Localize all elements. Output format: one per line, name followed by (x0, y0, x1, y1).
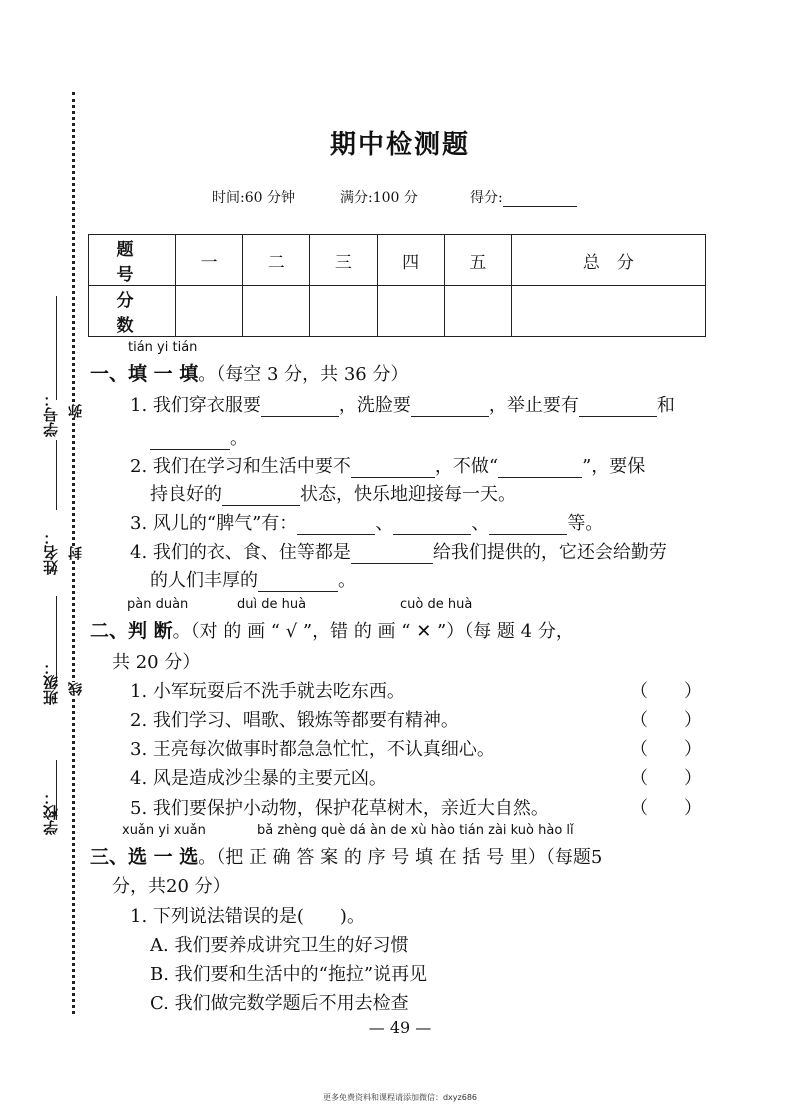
section3-note-line2: 分，共20 分） (112, 876, 231, 897)
score-field (470, 187, 577, 207)
score-blank[interactable] (503, 192, 577, 207)
s1-q3-text-d: 等。 (567, 513, 604, 534)
s1-q4-text-d: 。 (338, 570, 356, 591)
table-cell-total: 总 分 (511, 235, 705, 286)
section2-note: 。（对 的 画 “ √ ”，错 的 画 “ ✕ ”）（每 题 4 分， (172, 621, 574, 642)
table-cell-3: 三 (310, 235, 377, 286)
s1-q2-text-a: 2. 我们在学习和生活中要不 (130, 456, 351, 477)
score-table-header-row (89, 235, 706, 286)
section1-title: 一、填 一 填 (90, 363, 199, 385)
section2-heading (90, 616, 574, 643)
answer-parentheses[interactable]: （ ） (630, 681, 702, 702)
s3-option-a[interactable]: A. 我们要养成讲究卫生的好习惯 (150, 935, 409, 956)
answer-blank[interactable] (498, 459, 582, 478)
s1-q3 (130, 509, 603, 535)
id-blank-line (56, 296, 57, 400)
s1-q1-line2 (150, 424, 248, 450)
score-table-score-row (89, 286, 706, 337)
score-cell-1[interactable] (176, 286, 243, 337)
section3-pinyin-2: bǎ zhèng què dá àn de xù hào tián zài kuò hào lǐ (257, 823, 574, 838)
s1-q1-text-d: 和 (656, 395, 675, 416)
section1-note: 。（每空 3 分，共 36 分） (198, 364, 409, 385)
s1-q1-line1 (130, 391, 675, 417)
answer-blank[interactable] (411, 398, 489, 417)
seal-xian: 线 (68, 682, 84, 696)
score-cell-total[interactable] (511, 286, 705, 337)
answer-blank[interactable] (393, 516, 471, 535)
footer-note: 更多免费资料和课程请添加微信：dxyz686 (322, 1093, 477, 1102)
answer-blank[interactable] (297, 516, 375, 535)
s1-q3-text-a: 3. 风儿的“脾气”有： (130, 513, 298, 534)
score-cell-5[interactable] (444, 286, 511, 337)
full-score: 满分:100 分 (340, 190, 418, 206)
s1-q3-text-c: 、 (471, 513, 490, 534)
s2-item-1: 1. 小军玩耍后不洗手就去吃东西。 (130, 681, 405, 702)
section2-pinyin-3: cuò de huà (400, 597, 473, 612)
s1-q2-line1 (130, 452, 645, 478)
table-cell-question-no: 题 号 (89, 235, 176, 286)
class-label: 班级： (42, 660, 60, 705)
table-cell-2: 二 (243, 235, 310, 286)
table-cell-5: 五 (444, 235, 511, 286)
answer-blank[interactable] (261, 398, 339, 417)
s3-option-b[interactable]: B. 我们要和生活中的“拖拉”说再见 (150, 964, 428, 985)
section2-pinyin-2: duì de huà (237, 597, 307, 612)
page-title: 期中检测题 (329, 130, 470, 160)
answer-parentheses[interactable]: （ ） (630, 739, 702, 760)
s2-item-2: 2. 我们学习、唱歌、锻炼等都要有精神。 (130, 710, 459, 731)
s3-option-c[interactable]: C. 我们做完数学题后不用去检查 (150, 993, 409, 1014)
score-cell-4[interactable] (377, 286, 444, 337)
school-label: 学校： (42, 790, 60, 835)
section3-note: 。（把 正 确 答 案 的 序 号 填 在 括 号 里）（每题5 (198, 847, 603, 868)
s1-q3-text-b: 、 (375, 513, 394, 534)
s1-q4-line1 (130, 538, 667, 564)
table-cell-4: 四 (377, 235, 444, 286)
section3-pinyin-1: xuǎn yi xuǎn (122, 823, 206, 838)
s3-q1: 1. 下列说法错误的是( )。 (130, 906, 365, 927)
s1-q1-text-e: 。 (230, 428, 248, 449)
section1-heading (90, 359, 408, 386)
answer-parentheses[interactable]: （ ） (630, 798, 702, 819)
s1-q2-text-e: 状态，快乐地迎接每一天。 (300, 484, 516, 505)
seal-feng: 封 (68, 546, 84, 560)
answer-parentheses[interactable]: （ ） (630, 768, 702, 789)
s1-q1-text-b: ，洗脸要 (338, 395, 411, 416)
section3-heading (90, 842, 602, 869)
score-cell-2[interactable] (243, 286, 310, 337)
answer-parentheses[interactable]: （ ） (630, 710, 702, 731)
answer-blank[interactable] (258, 573, 338, 592)
s1-q4-text-c: 的人们丰厚的 (150, 570, 258, 591)
section1-pinyin: tián yi tián (128, 340, 198, 355)
id-label: 学号： (42, 392, 60, 437)
s2-item-3: 3. 王亮每次做事时都急急忙忙，不认真细心。 (130, 739, 495, 760)
score-table (88, 234, 706, 337)
s1-q4-line2 (150, 566, 356, 592)
answer-blank[interactable] (579, 398, 657, 417)
s1-q2-text-c: ”，要保 (582, 456, 646, 477)
s1-q2-text-b: ，不做“ (434, 456, 499, 477)
score-cell-3[interactable] (310, 286, 377, 337)
answer-blank[interactable] (489, 516, 567, 535)
page-number: — 49 — (368, 1018, 432, 1037)
seal-mi: 弥 (68, 404, 84, 418)
s1-q2-text-d: 持良好的 (150, 484, 222, 505)
score-label: 得分: (470, 190, 503, 206)
answer-blank[interactable] (222, 487, 300, 506)
s1-q1-text-a: 1. 我们穿衣服要 (130, 395, 261, 416)
table-cell-score-label: 分 数 (89, 286, 176, 337)
section3-title: 三、选 一 选 (90, 846, 199, 868)
s1-q2-line2 (150, 480, 516, 506)
answer-blank[interactable] (351, 459, 435, 478)
name-label: 姓名： (42, 530, 60, 575)
s2-item-5: 5. 我们要保护小动物，保护花草树木，亲近大自然。 (130, 798, 549, 819)
name-blank-line (56, 440, 57, 510)
answer-blank[interactable] (351, 545, 433, 564)
section2-note-line2: 共 20 分） (112, 652, 201, 673)
time-limit: 时间:60 分钟 (212, 190, 295, 206)
s1-q4-text-a: 4. 我们的衣、食、住等都是 (130, 542, 351, 563)
s1-q1-text-c: ，举止要有 (488, 395, 579, 416)
s1-q4-text-b: 给我们提供的，它还会给勤劳 (432, 542, 667, 563)
section2-pinyin-1: pàn duàn (127, 597, 189, 612)
answer-blank[interactable] (150, 431, 230, 450)
table-cell-1: 一 (176, 235, 243, 286)
section2-title: 二、判 断 (90, 620, 173, 642)
s2-item-4: 4. 风是造成沙尘暴的主要元凶。 (130, 768, 387, 789)
